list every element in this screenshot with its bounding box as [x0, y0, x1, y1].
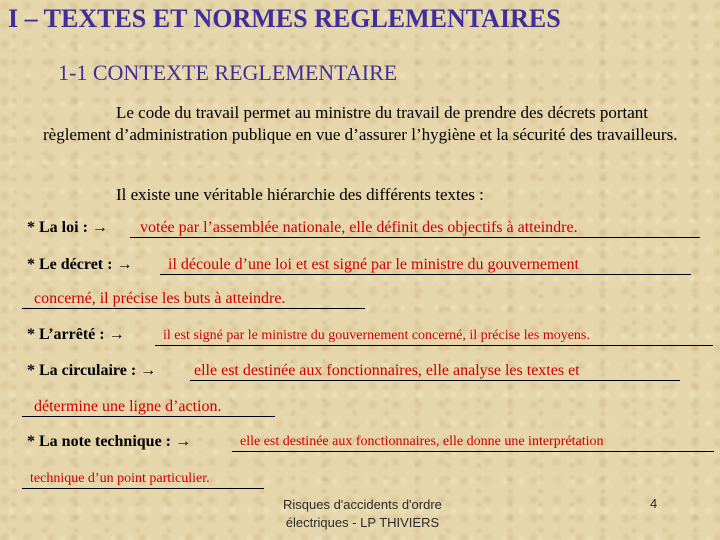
label-arrete: [27, 326, 125, 344]
fill-decret-line2: concerné, il précise les buts à atteindre.: [22, 290, 365, 309]
fill-note-line1: elle est destinée aux fonctionnaires, elle donne une interprétation: [232, 433, 714, 452]
fill-loi: votée par l’assemblée nationale, elle définit des objectifs à atteindre.: [130, 219, 700, 238]
label-decret: [27, 256, 132, 274]
arrow-icon: →: [175, 433, 191, 450]
fill-circulaire-line2: détermine une ligne d’action.: [22, 398, 275, 417]
fill-decret-line1: il découle d’une loi et est signé par le ministre du gouvernement: [160, 256, 691, 275]
footer-line2: électriques - LP THIVIERS: [285, 515, 440, 530]
label-note-technique: [27, 433, 191, 451]
fill-note-line2: technique d’un point particulier.: [22, 470, 264, 489]
fill-arrete: il est signé par le ministre du gouvernement concerné, il précise les moyens.: [155, 327, 713, 346]
label-arrete-text: * L’arrêté :: [27, 326, 105, 343]
page-number: 4: [650, 496, 658, 511]
arrow-icon: →: [140, 362, 157, 379]
page-title: I – TEXTES ET NORMES REGLEMENTAIRES: [8, 4, 561, 33]
footer: [283, 496, 442, 532]
label-loi: [27, 219, 108, 237]
label-circulaire-text: * La circulaire :: [27, 362, 137, 379]
label-decret-text: * Le décret :: [27, 256, 113, 273]
label-circulaire: [27, 362, 156, 380]
arrow-icon: →: [91, 219, 108, 236]
intro-paragraph: Le code du travail permet au ministre du travail de prendre des décrets portant règlement d’administration publique en vue d’assurer l’hygiène et la sécurité des travailleurs.: [43, 103, 678, 144]
section-subtitle: 1-1 CONTEXTE REGLEMENTAIRE: [58, 60, 398, 85]
hierarchy-intro: Il existe une véritable hiérarchie des différents textes :: [116, 185, 484, 204]
arrow-icon: →: [108, 326, 125, 343]
arrow-icon: →: [116, 256, 133, 273]
label-loi-text: * La loi :: [27, 219, 88, 236]
fill-circulaire-line1: elle est destinée aux fonctionnaires, elle analyse les textes et: [190, 362, 680, 381]
footer-line1: Risques d'accidents d'ordre: [283, 497, 442, 512]
label-note-text: * La note technique :: [27, 433, 171, 450]
